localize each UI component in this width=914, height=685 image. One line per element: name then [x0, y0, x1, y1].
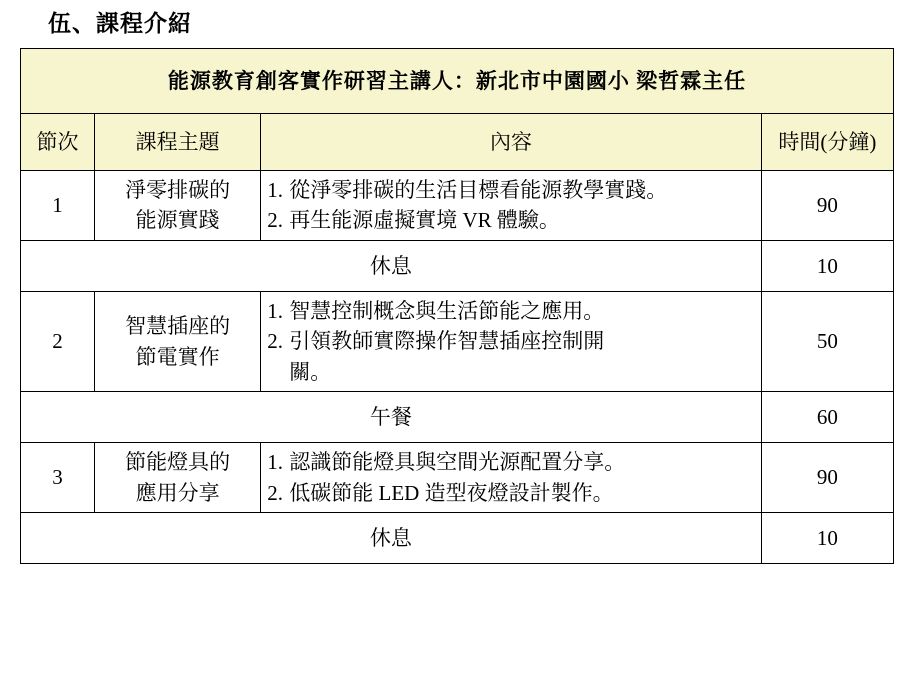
content-item-continuation: 關。	[289, 359, 332, 384]
table-header-row	[21, 114, 894, 171]
break-time: 60	[761, 392, 893, 443]
session-topic	[95, 443, 261, 513]
content-item	[267, 205, 755, 235]
table-row-break	[21, 513, 894, 564]
table-row	[21, 291, 894, 391]
break-time: 10	[761, 513, 893, 564]
table-row-break	[21, 240, 894, 291]
column-header-session: 節次	[21, 114, 95, 171]
course-table	[20, 48, 894, 564]
content-item-number: 2.	[267, 480, 284, 505]
break-label: 午餐	[21, 392, 762, 443]
session-content	[261, 291, 762, 391]
content-item-text: 認識節能燈具與空間光源配置分享。	[289, 450, 626, 475]
table-row	[21, 443, 894, 513]
session-time: 90	[761, 171, 893, 241]
break-label: 休息	[21, 240, 762, 291]
session-time: 90	[761, 443, 893, 513]
content-item-number: 2.	[267, 329, 284, 354]
session-content	[261, 443, 762, 513]
content-item-text: 從淨零排碳的生活目標看能源教學實踐。	[289, 178, 668, 202]
content-item	[267, 478, 755, 508]
topic-line: 能源實踐	[135, 208, 220, 233]
topic-line: 節電實作	[135, 344, 220, 369]
content-item-text: 引領教師實際操作智慧插座控制開	[289, 329, 605, 354]
topic-line: 應用分享	[135, 480, 220, 505]
table-title: 能源教育創客實作研習主講人：新北市中園國小 梁哲霖主任	[21, 49, 894, 114]
content-item	[267, 175, 755, 205]
table-row	[21, 171, 894, 241]
content-item-number: 2.	[267, 208, 284, 233]
break-time: 10	[761, 240, 893, 291]
break-label: 休息	[21, 513, 762, 564]
content-item-text: 再生能源虛擬實境 VR 體驗。	[289, 208, 560, 233]
page-title: 伍、課程介紹	[48, 11, 192, 36]
content-item-number: 1.	[267, 450, 284, 475]
content-item-number: 1.	[267, 298, 284, 323]
session-number: 1	[21, 171, 95, 241]
content-item	[267, 447, 755, 477]
table-title-row	[21, 49, 894, 114]
content-item-text: 智慧控制概念與生活節能之應用。	[289, 298, 605, 323]
session-topic	[95, 291, 261, 391]
session-topic	[95, 171, 261, 241]
session-time: 50	[761, 291, 893, 391]
column-header-time: 時間(分鐘)	[761, 114, 893, 171]
content-item-number: 1.	[267, 178, 284, 202]
session-number: 3	[21, 443, 95, 513]
column-header-content: 內容	[261, 114, 762, 171]
session-content	[261, 171, 762, 241]
session-number: 2	[21, 291, 95, 391]
content-item	[267, 326, 755, 387]
content-item-text: 低碳節能 LED 造型夜燈設計製作。	[289, 480, 614, 505]
column-header-topic: 課程主題	[95, 114, 261, 171]
topic-line: 淨零排碳的	[125, 178, 231, 202]
table-row-break	[21, 392, 894, 443]
topic-line: 節能燈具的	[125, 450, 231, 475]
course-table-container	[20, 48, 894, 564]
content-item	[267, 296, 755, 326]
topic-line: 智慧插座的	[125, 314, 231, 339]
